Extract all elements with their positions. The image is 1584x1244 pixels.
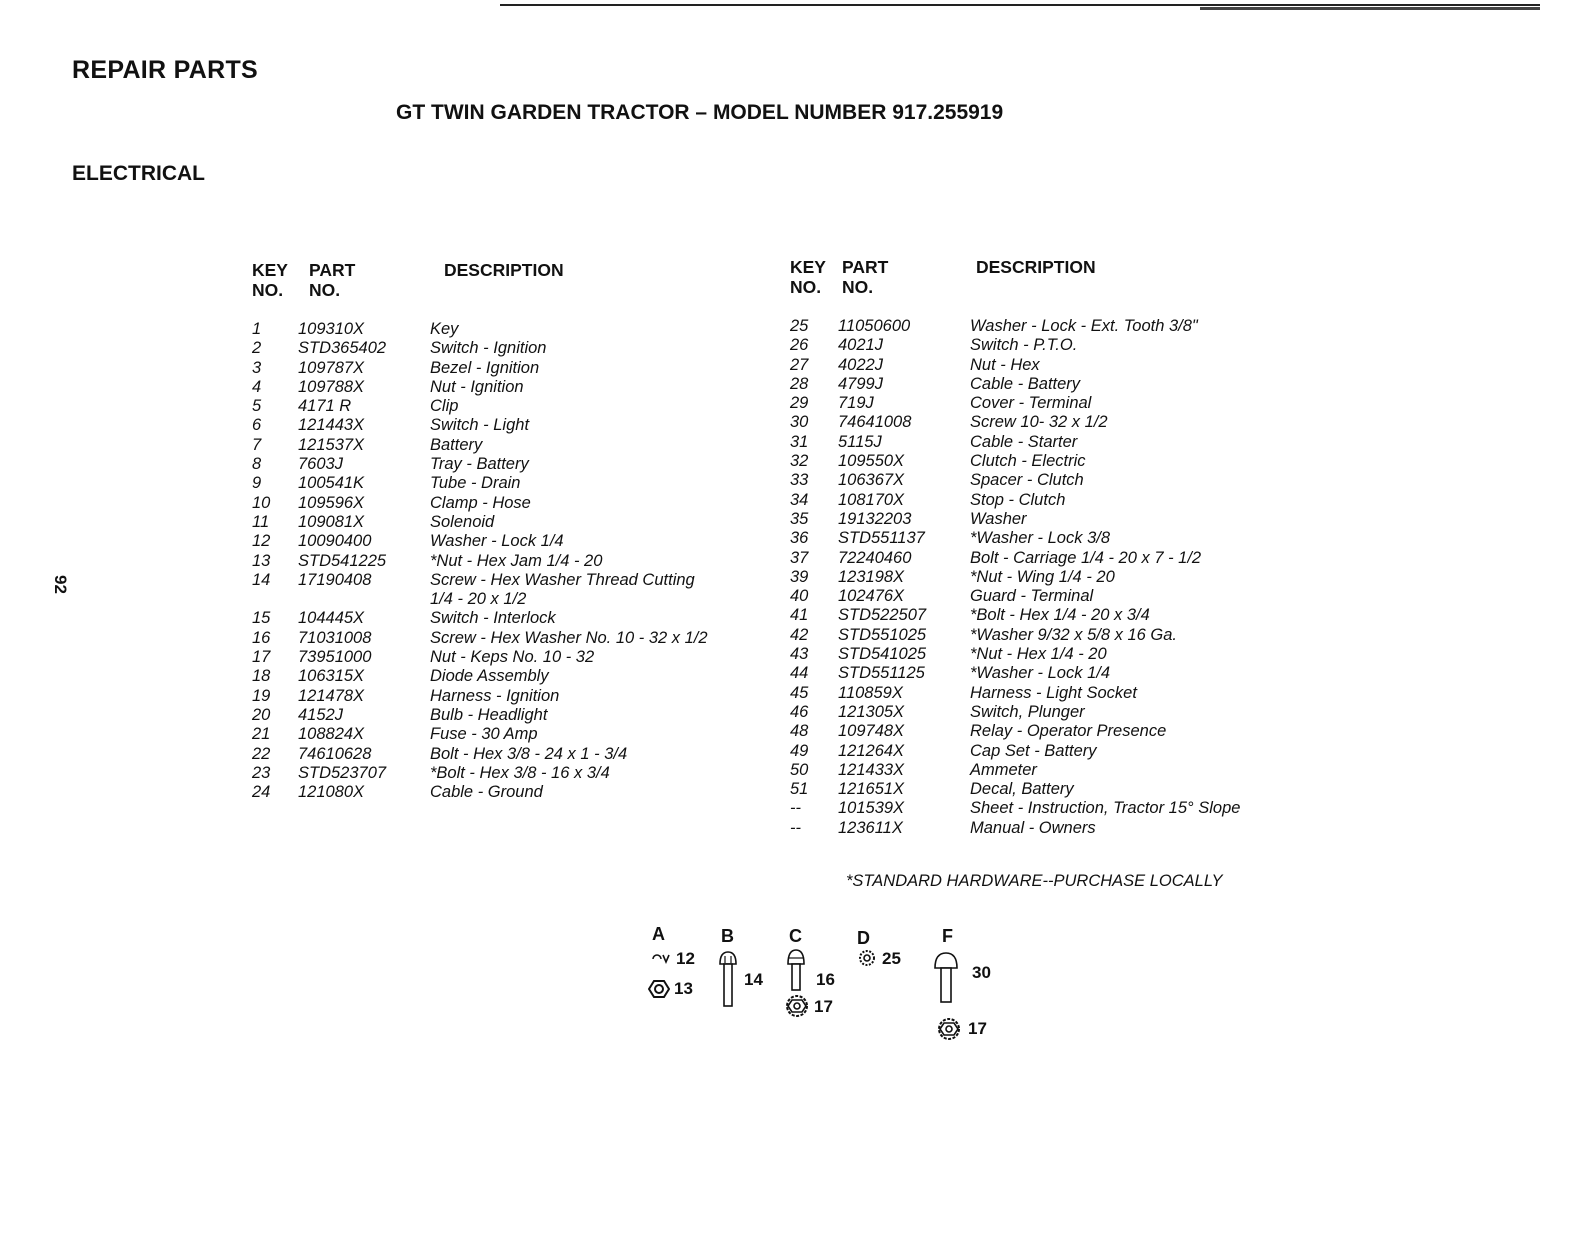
part-number: 108824X	[298, 725, 365, 744]
part-number: 5115J	[838, 432, 882, 451]
part-description: Washer - Lock 1/4	[430, 532, 564, 551]
part-description: Washer - Lock - Ext. Tooth 3/8"	[970, 317, 1198, 335]
part-description: Bolt - Carriage 1/4 - 20 x 7 - 1/2	[970, 548, 1202, 567]
part-description: Switch, Plunger	[970, 702, 1085, 721]
part-number: 109310X	[298, 320, 365, 338]
key-number: 26	[790, 336, 809, 355]
part-number: STD522507	[838, 606, 927, 625]
hardware-label-b: B	[721, 926, 734, 946]
top-rule	[500, 4, 1540, 6]
part-number: 73951000	[298, 648, 372, 667]
part-number: 121305X	[838, 702, 905, 721]
header-description: DESCRIPTION	[976, 257, 1096, 277]
key-number: 45	[790, 683, 809, 702]
section-heading: ELECTRICAL	[72, 162, 205, 185]
part-number: STD551025	[838, 625, 927, 644]
part-description: Nut - Hex	[970, 355, 1040, 374]
key-number: 3	[252, 358, 262, 377]
callout-d-25: 25	[882, 949, 901, 968]
part-description: Ammeter	[970, 760, 1037, 779]
part-description: Switch - P.T.O.	[970, 336, 1078, 355]
part-number: 109550X	[838, 452, 905, 471]
part-description: Cover - Terminal	[970, 394, 1092, 413]
key-number: 35	[790, 509, 809, 528]
key-number: 28	[790, 374, 809, 393]
key-number: 7	[252, 435, 262, 454]
lock-washer-icon	[650, 952, 674, 966]
part-number: 106315X	[298, 667, 365, 686]
key-number: 17	[252, 648, 271, 667]
callout-c-16: 16	[816, 970, 835, 989]
part-number: 121478X	[298, 686, 365, 705]
key-number: 9	[252, 474, 262, 493]
header-description: DESCRIPTION	[444, 260, 564, 280]
part-description: Tube - Drain	[430, 474, 521, 493]
key-number: 34	[790, 490, 809, 509]
callout-b-14: 14	[744, 970, 763, 989]
key-number: 13	[252, 551, 271, 570]
model-heading: GT TWIN GARDEN TRACTOR – MODEL NUMBER 917.255919	[396, 101, 1004, 124]
part-description: Screw - Hex Washer Thread Cutting	[430, 570, 695, 589]
part-number: 109748X	[838, 722, 905, 741]
part-description: Cap Set - Battery	[970, 741, 1097, 760]
part-number: 109081X	[298, 512, 365, 531]
part-description: Switch - Ignition	[430, 339, 547, 358]
part-description: *Nut - Wing 1/4 - 20	[970, 567, 1115, 586]
part-description: Switch - Light	[430, 416, 530, 435]
key-number: 32	[790, 452, 809, 471]
key-number: 51	[790, 780, 809, 799]
part-description: *Nut - Hex 1/4 - 20	[970, 645, 1107, 664]
part-description: *Bolt - Hex 3/8 - 16 x 3/4	[430, 763, 610, 782]
part-description: *Washer 9/32 x 5/8 x 16 Ga.	[970, 625, 1177, 644]
part-number: 109787X	[298, 358, 365, 377]
part-number: 102476X	[838, 587, 905, 606]
key-number: 2	[252, 339, 262, 358]
key-number: 20	[252, 705, 271, 724]
part-number: 4152J	[298, 705, 343, 724]
part-number: 123198X	[838, 567, 905, 586]
part-number: 123611X	[838, 818, 903, 837]
key-number: 37	[790, 548, 809, 567]
key-number: 48	[790, 722, 809, 741]
key-number: 30	[790, 413, 809, 432]
key-number: 29	[790, 394, 809, 413]
part-description: Spacer - Clutch	[970, 471, 1084, 490]
part-description: Key	[430, 320, 459, 338]
key-number: 43	[790, 645, 809, 664]
part-description: Nut - Ignition	[430, 377, 524, 396]
key-number: 39	[790, 567, 809, 586]
key-number: 40	[790, 587, 809, 606]
key-number: 41	[790, 606, 809, 625]
part-description: Battery	[430, 435, 483, 454]
key-number: 25	[790, 317, 809, 335]
part-number: STD523707	[298, 763, 387, 782]
part-description: Fuse - 30 Amp	[430, 725, 538, 744]
header-key-no: KEY NO.	[252, 260, 288, 300]
part-number: 109788X	[298, 377, 365, 396]
key-number: 12	[252, 532, 271, 551]
key-number: 18	[252, 667, 271, 686]
part-description: Cable - Starter	[970, 432, 1078, 451]
key-number: --	[790, 818, 801, 837]
part-description: Cable - Ground	[430, 783, 543, 802]
part-number: 19132203	[838, 509, 912, 528]
part-description: Nut - Keps No. 10 - 32	[430, 648, 595, 667]
key-number: --	[790, 799, 801, 818]
part-description: Cable - Battery	[970, 374, 1081, 393]
key-number: 11	[252, 512, 270, 531]
callout-c-17: 17	[814, 997, 833, 1016]
part-number: 719J	[838, 394, 874, 413]
page-number-mark: 92	[51, 575, 70, 594]
part-description: Washer	[970, 509, 1027, 528]
keps-nut-icon	[784, 995, 810, 1017]
hex-washer-screw-short-icon	[784, 948, 808, 994]
key-number: 1	[252, 320, 262, 338]
part-number: 106367X	[838, 471, 905, 490]
part-description: Decal, Battery	[970, 780, 1074, 799]
part-number: 4799J	[838, 374, 883, 393]
part-number: 121537X	[298, 435, 365, 454]
part-description: Guard - Terminal	[970, 587, 1094, 606]
part-number: STD365402	[298, 339, 387, 358]
key-number: 50	[790, 760, 809, 779]
part-number: 121443X	[298, 416, 365, 435]
header-part-no: PART NO.	[309, 260, 356, 300]
part-number: 109596X	[298, 493, 365, 512]
key-number: 24	[252, 783, 271, 802]
part-number: 72240460	[838, 548, 912, 567]
part-description: Bolt - Hex 3/8 - 24 x 1 - 3/4	[430, 744, 628, 763]
key-number: 15	[252, 609, 271, 628]
hardware-label-f: F	[942, 926, 953, 946]
part-description: Clip	[430, 397, 459, 416]
part-description: *Washer - Lock 1/4	[970, 664, 1111, 683]
key-number: 42	[790, 625, 809, 644]
key-number: 46	[790, 702, 809, 721]
part-description: Switch - Interlock	[430, 609, 556, 628]
part-number: STD551137	[838, 529, 925, 548]
callout-a-12: 12	[676, 949, 695, 968]
key-number: 8	[252, 455, 262, 474]
part-number: 121651X	[838, 780, 905, 799]
part-description: Stop - Clutch	[970, 490, 1066, 509]
callout-f-17: 17	[968, 1019, 987, 1038]
page-title: REPAIR PARTS	[72, 56, 259, 84]
key-number: 4	[252, 377, 262, 396]
part-description: Harness - Light Socket	[970, 683, 1137, 702]
part-number: 104445X	[298, 609, 365, 628]
key-number: 44	[790, 664, 809, 683]
key-number: 23	[252, 763, 271, 782]
part-number: 121264X	[838, 741, 905, 760]
part-number: STD541025	[838, 645, 927, 664]
part-number: 17190408	[298, 570, 372, 589]
part-description: Manual - Owners	[970, 818, 1096, 837]
part-description: Screw 10- 32 x 1/2	[970, 413, 1108, 432]
part-number: 121433X	[838, 760, 905, 779]
key-number: 19	[252, 686, 271, 705]
part-number: 4022J	[838, 355, 883, 374]
part-number: 74610628	[298, 744, 372, 763]
hex-nut-icon	[648, 979, 670, 999]
part-number: 71031008	[298, 628, 372, 647]
key-number: 5	[252, 397, 262, 416]
part-description: Relay - Operator Presence	[970, 722, 1167, 741]
key-number: 16	[252, 628, 271, 647]
part-description: *Bolt - Hex 1/4 - 20 x 3/4	[970, 606, 1150, 625]
part-number: STD551125	[838, 664, 925, 683]
header-part-no: PART NO.	[842, 257, 889, 297]
part-number: 101539X	[838, 799, 905, 818]
part-description: Bezel - Ignition	[430, 358, 540, 377]
hex-washer-screw-icon	[716, 950, 740, 1008]
part-description: Clamp - Hose	[430, 493, 531, 512]
hardware-label-a: A	[652, 924, 665, 944]
top-rule-thick	[1200, 7, 1540, 10]
standard-hardware-note: *STANDARD HARDWARE--PURCHASE LOCALLY	[846, 872, 1223, 890]
key-number: 33	[790, 471, 809, 490]
key-number: 36	[790, 529, 809, 548]
part-number: 4021J	[838, 336, 883, 355]
part-number: 100541K	[298, 474, 365, 493]
part-number: 11050600	[838, 317, 911, 335]
key-number: 21	[252, 725, 271, 744]
key-number: 27	[790, 355, 809, 374]
key-number: 49	[790, 741, 809, 760]
part-description: Clutch - Electric	[970, 452, 1086, 471]
part-description: Bulb - Headlight	[430, 705, 548, 724]
part-number: 121080X	[298, 783, 365, 802]
keps-nut-icon	[935, 1018, 963, 1040]
hardware-label-c: C	[789, 926, 802, 946]
callout-f-30: 30	[972, 963, 991, 982]
hardware-label-d: D	[857, 928, 870, 948]
key-number: 6	[252, 416, 262, 435]
part-description: *Nut - Hex Jam 1/4 - 20	[430, 551, 603, 570]
part-number: 108170X	[838, 490, 905, 509]
part-description: Sheet - Instruction, Tractor 15° Slope	[970, 799, 1241, 818]
part-number: 74641008	[838, 413, 912, 432]
part-description: Diode Assembly	[430, 667, 549, 686]
callout-a-13: 13	[674, 979, 693, 998]
part-description: Tray - Battery	[430, 455, 529, 474]
part-number: 110859X	[838, 683, 903, 702]
round-head-screw-icon	[932, 950, 960, 1006]
part-description: Solenoid	[430, 512, 495, 531]
key-number: 31	[790, 432, 809, 451]
part-number: 10090400	[298, 532, 372, 551]
part-number: 4171 R	[298, 397, 352, 416]
part-number: 7603J	[298, 455, 343, 474]
header-key-no: KEY NO.	[790, 257, 826, 297]
part-description: Harness - Ignition	[430, 686, 560, 705]
part-number: STD541225	[298, 551, 387, 570]
key-number: 22	[252, 744, 271, 763]
key-number: 14	[252, 570, 271, 589]
key-number: 10	[252, 493, 271, 512]
part-description: Screw - Hex Washer No. 10 - 32 x 1/2	[430, 628, 708, 647]
ext-tooth-lock-washer-icon	[855, 949, 879, 967]
part-description: 1/4 - 20 x 1/2	[430, 590, 527, 609]
part-description: *Washer - Lock 3/8	[970, 529, 1111, 548]
